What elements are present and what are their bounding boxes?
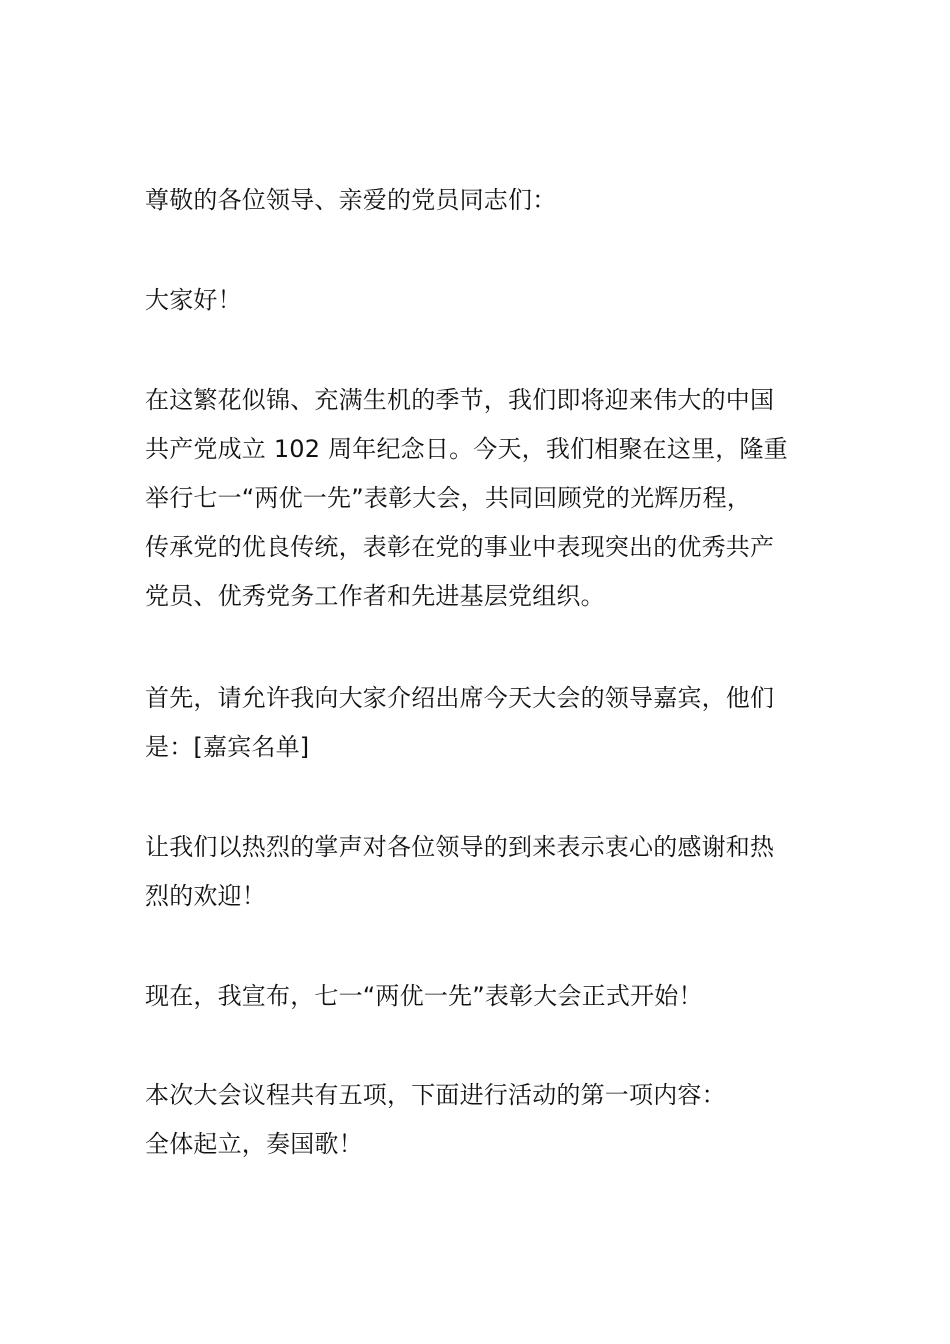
paragraph-line: 现在，我宣布，七一“两优一先”表彰大会正式开始！ <box>145 982 703 1010</box>
salutation <box>145 176 825 225</box>
paragraph-guests <box>145 674 825 772</box>
paragraph-line: 让我们以热烈的掌声对各位领导的到来表示衷心的感谢和热 <box>145 833 775 861</box>
salutation-text: 尊敬的各位领导、亲爱的党员同志们： <box>145 186 557 214</box>
greeting <box>145 276 825 325</box>
paragraph-line: 在这繁花似锦、充满生机的季节，我们即将迎来伟大的中国 <box>145 386 775 414</box>
greeting-text: 大家好！ <box>145 286 242 314</box>
paragraph-line: 党员、优秀党务工作者和先进基层党组织。 <box>145 582 605 610</box>
paragraph-line: 是：[嘉宾名单] <box>145 733 310 761</box>
paragraph-line: 传承党的优良传统，表彰在党的事业中表现突出的优秀共产 <box>145 533 775 561</box>
paragraph-opening-declaration <box>145 972 825 1021</box>
paragraph-welcome <box>145 823 825 921</box>
paragraph-line: 本次大会议程共有五项，下面进行活动的第一项内容： <box>145 1081 726 1109</box>
paragraph-line: 首先，请允许我向大家介绍出席今天大会的领导嘉宾，他们 <box>145 684 775 712</box>
paragraph-opening <box>145 376 825 621</box>
paragraph-line: 举行七一“两优一先”表彰大会，共同回顾党的光辉历程， <box>145 484 752 512</box>
paragraph-line: 烈的欢迎！ <box>145 882 266 910</box>
paragraph-line: 全体起立，奏国歌！ <box>145 1130 363 1158</box>
paragraph-agenda <box>145 1071 825 1169</box>
paragraph-line: 共产党成立 102 周年纪念日。今天，我们相聚在这里，隆重 <box>145 435 788 463</box>
